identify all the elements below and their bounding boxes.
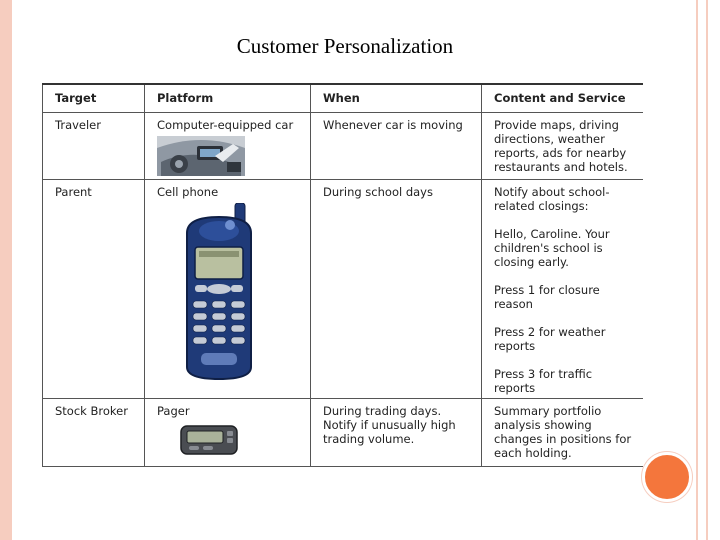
cell-target: Traveler xyxy=(43,113,145,180)
decorative-orb xyxy=(642,452,692,502)
content-paragraph: Press 2 for weather reports xyxy=(494,325,606,353)
content-paragraph: Press 1 for closure reason xyxy=(494,283,600,311)
content-paragraph: Notify about school-related closings: xyxy=(494,185,610,213)
content-paragraph: Hello, Caroline. Your children's school is closing early. xyxy=(494,227,610,269)
header-when: When xyxy=(311,84,482,113)
table-row xyxy=(43,399,643,467)
content-paragraph: Press 3 for traffic reports xyxy=(494,367,593,395)
table-row xyxy=(43,113,643,180)
personalization-table xyxy=(42,83,643,467)
table-row xyxy=(43,180,643,399)
content-paragraph: Provide maps, driving directions, weather reports, ads for nearby restaurants and hotels. xyxy=(494,118,628,174)
platform-label: Cell phone xyxy=(157,185,219,199)
cell-when: Whenever car is moving xyxy=(311,113,482,180)
slide-left-border xyxy=(0,0,12,540)
cell-content xyxy=(482,113,643,180)
table-header-row xyxy=(43,84,643,113)
content-paragraph: Summary portfolio analysis showing changes in positions for each holding. xyxy=(494,404,632,460)
platform-label: Computer-equipped car xyxy=(157,118,294,132)
header-platform: Platform xyxy=(145,84,311,113)
platform-label: Pager xyxy=(157,404,190,418)
cell-platform xyxy=(145,399,311,467)
cell-content xyxy=(482,180,643,399)
cell-content xyxy=(482,399,643,467)
slide-title: Customer Personalization xyxy=(236,34,454,58)
cell-target: Stock Broker xyxy=(43,399,145,467)
slide-right-stripes xyxy=(688,0,720,540)
cell-phone-icon xyxy=(179,203,259,381)
cell-target: Parent xyxy=(43,180,145,399)
cell-platform xyxy=(145,180,311,399)
cell-when: During trading days. Notify if unusually high trading volume. xyxy=(311,399,482,467)
cell-when: During school days xyxy=(311,180,482,399)
cell-platform xyxy=(145,113,311,180)
header-content: Content and Service xyxy=(482,84,643,113)
header-target: Target xyxy=(43,84,145,113)
pager-icon xyxy=(179,422,239,456)
car-dashboard-icon xyxy=(157,136,245,176)
